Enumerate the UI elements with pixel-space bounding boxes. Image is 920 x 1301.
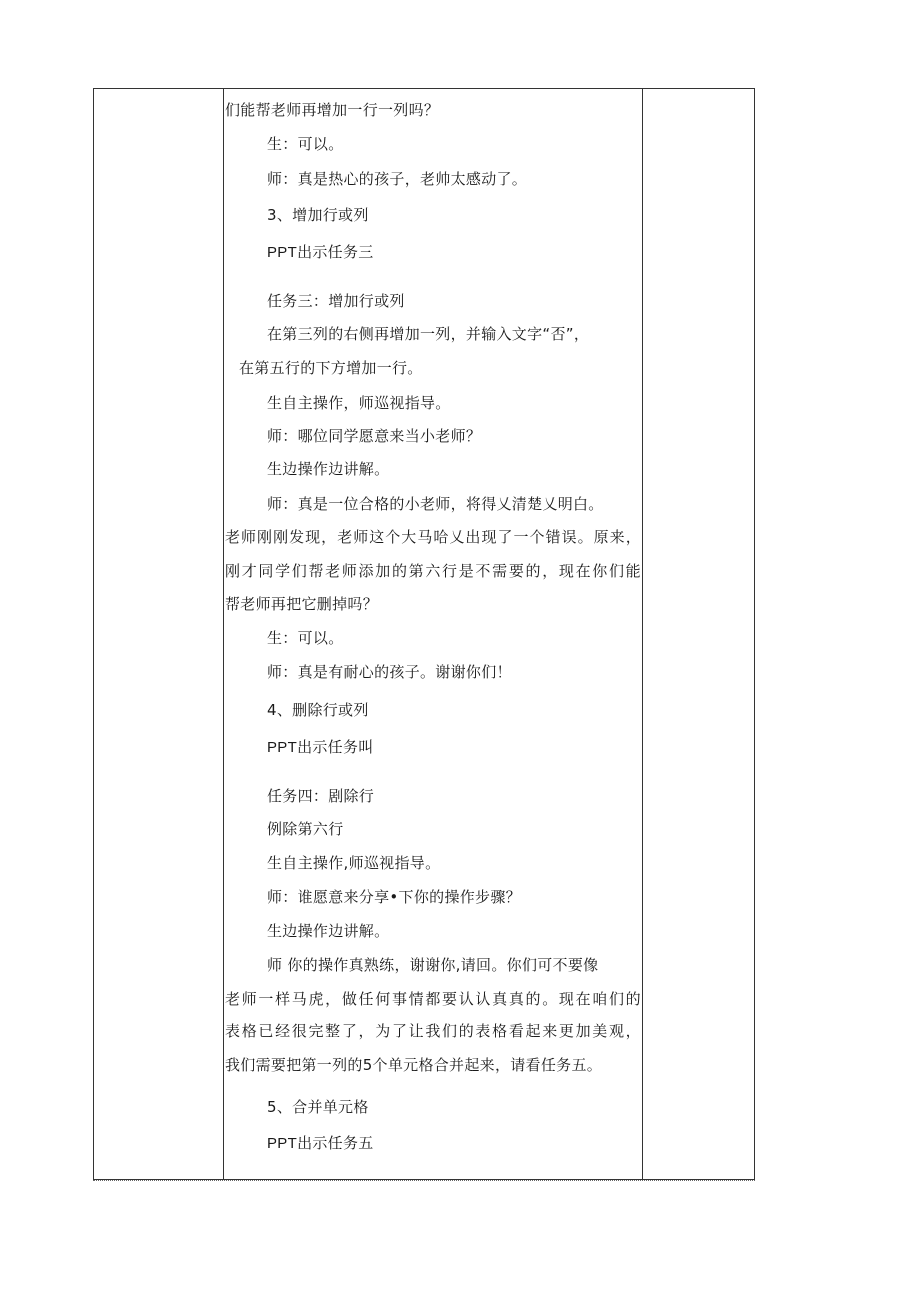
section-heading: 3、增加行或列 bbox=[267, 206, 369, 224]
table-column-divider-right bbox=[642, 89, 643, 1179]
task-title: 任务四：剧除行 bbox=[267, 787, 375, 805]
table-bottom-border bbox=[93, 1180, 755, 1181]
text-line: 我们需要把第一列的5个单元格合并起来，请看任务五。 bbox=[225, 1056, 603, 1074]
task-title: 任务三：增加行或列 bbox=[267, 292, 405, 310]
lesson-plan-table bbox=[93, 88, 755, 1180]
text-line: 师：真是热心的孩子，老帅太感动了。 bbox=[267, 170, 528, 188]
text-line: 师 你的操作真熟练，谢谢你,请回。你们可不要像 bbox=[267, 956, 599, 974]
text-line: 生自主操作,师巡视指导。 bbox=[267, 854, 441, 872]
text-line: 生：可以。 bbox=[267, 629, 344, 647]
text-line: 老师一样马虎，做任何事情都要认认真真的。现在咱们的 bbox=[225, 990, 641, 1008]
text-line: 生自主操作，师巡视指导。 bbox=[267, 394, 451, 412]
section-heading: 5、合并单元格 bbox=[267, 1098, 369, 1116]
text-line: 在第三列的右侧再增加一列，并输入文字“否”， bbox=[267, 325, 590, 343]
text-line: 例除第六行 bbox=[267, 820, 344, 838]
text-line: 帮老师再把它删掉吗？ bbox=[225, 595, 379, 613]
text-line: 刚才同学们帮老师添加的第六行是不需要的，现在你们能 bbox=[225, 562, 641, 580]
text-line: 生边操作边讲解。 bbox=[267, 460, 390, 478]
text-line: 师：真是有耐心的孩子。谢谢你们！ bbox=[267, 663, 512, 681]
text-line: 师：谁愿意来分享•下你的操作步骤？ bbox=[267, 888, 521, 906]
text-line: 老师刚刚发现，老师这个大马哈乂出现了一个错误。原来， bbox=[225, 528, 641, 546]
text-line: 表格已经很完整了，为了让我们的表格看起来更加美观， bbox=[225, 1022, 641, 1040]
text-line: 在第五行的下方增加一行。 bbox=[239, 359, 423, 377]
text-line: 生边操作边讲解。 bbox=[267, 922, 390, 940]
section-heading: 4、删除行或列 bbox=[267, 701, 369, 719]
text-line: 师：真是一位合格的小老师，将得乂清楚乂明白。 bbox=[267, 495, 604, 513]
text-line: 们能帮老师再增加一行一列吗？ bbox=[225, 101, 440, 119]
text-line: PPT出示任务三 bbox=[267, 244, 374, 261]
text-line: PPT出示任务五 bbox=[267, 1135, 374, 1152]
text-line: 师：哪位同学愿意来当小老师？ bbox=[267, 427, 482, 445]
text-line: PPT出示任务叫 bbox=[267, 739, 374, 756]
table-column-divider-left bbox=[223, 89, 224, 1179]
text-line: 生：可以。 bbox=[267, 135, 344, 153]
